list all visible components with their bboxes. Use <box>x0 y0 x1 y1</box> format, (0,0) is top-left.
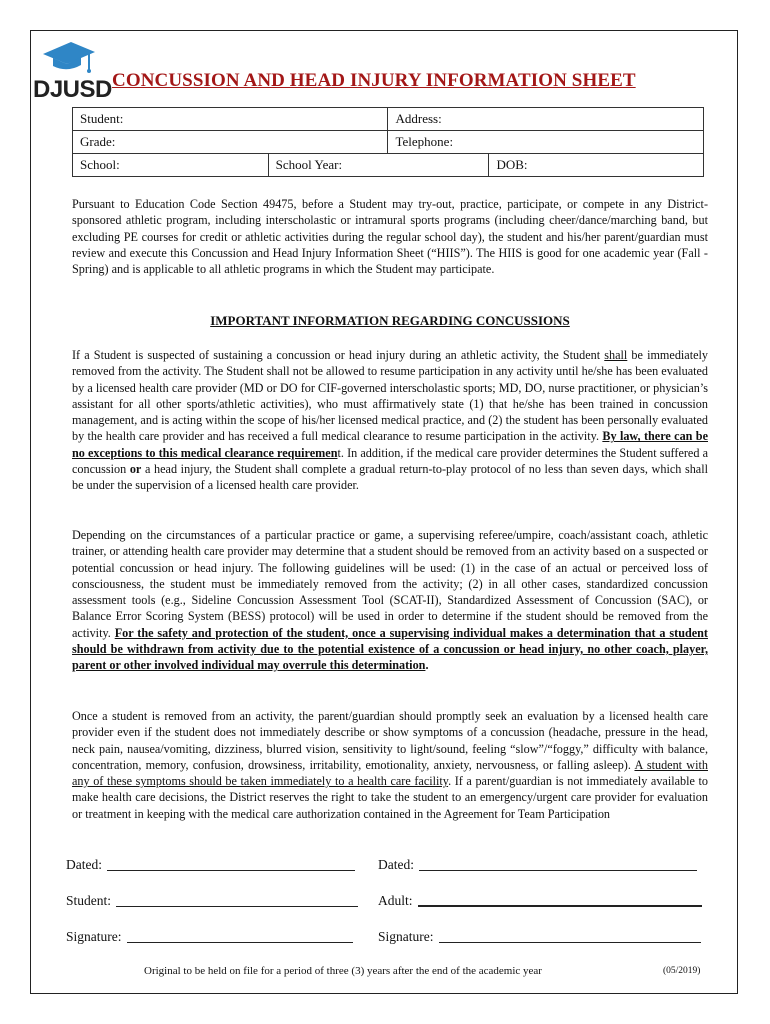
student-info-table <box>72 107 704 177</box>
signature-right-label: Signature: <box>378 929 434 944</box>
signature-left-field[interactable] <box>66 929 353 945</box>
evaluation-paragraph <box>72 708 708 822</box>
signature-right-line[interactable] <box>439 941 701 943</box>
dated-left-label: Dated: <box>66 857 102 872</box>
p3-end: . <box>425 658 429 673</box>
district-logo <box>33 40 112 104</box>
logo-text: DJUSD <box>33 76 112 103</box>
intro-paragraph: Pursuant to Education Code Section 49475, before a Student may try-out, practice, participate, or compete in any District-sponsored athletic program, including interscholastic or intramural sports programs (including cheer/dance/marching band, but excluding PE courses for credit or athletic activities during the regular school day), the student and his/her parent/guardian must review and execute this Concussion and Head Injury Information Sheet (“HIIS”). The HIIS is good for one academic year (Fall - Spring) and is applicable to all athletic programs in which the Student may participate. <box>72 197 708 277</box>
dated-left-field[interactable] <box>66 857 355 873</box>
student-label: Student: <box>66 893 112 908</box>
p2-text-b: be immediately removed from the activity. The Student shall not be allowed to resume participation in any activity until he/she has been evaluated by a licensed health care provider (MD or DO for CIF-governed interscholastic sports; MD, DO, nurse practitioner, or physician’s assistant for all other sports/athletic activities), who must affirmatively state (1) that he/she has been trained in concussion management, and is acting within the scope of his/her licensed medical practice, and (2) the student has been personally evaluated by the health care provider and has received a full medical clearance to resume participation in the activity. <box>72 348 708 444</box>
p2-bold: By law, there can be no exceptions to this medical clearance requiremen <box>72 429 708 460</box>
signature-right-field[interactable] <box>378 929 701 945</box>
guidelines-paragraph <box>72 527 708 674</box>
p2-shall: shall <box>604 348 628 362</box>
p2-text-d: a head injury, the Student shall complete a gradual return-to-play protocol of no less than seven days, which shall be under the supervision of a licensed health care provider. <box>72 462 708 493</box>
dated-right-field[interactable] <box>378 857 697 873</box>
adult-label: Adult: <box>378 893 413 908</box>
p4-underline: A student with any of these symptoms should be taken immediately to a health care facility <box>72 757 708 789</box>
dated-left-line[interactable] <box>107 869 355 871</box>
school-field[interactable]: School: <box>73 154 269 177</box>
p2-text-a: If a Student is suspected of sustaining a concussion or head injury during an athletic activity, the Student <box>72 348 605 362</box>
graduation-cap-icon <box>33 40 107 80</box>
telephone-field[interactable]: Telephone: <box>388 131 704 154</box>
page-title: CONCUSSION AND HEAD INJURY INFORMATION SHEET <box>112 70 636 91</box>
p4-text-b: . If a parent/guardian is not immediately available to make health care decisions, the District reserves the right to take the student to an emergency/urgent care provider for evaluation or treatment in keeping with the medical care authorization contained in the Agreement for Team Participation <box>72 774 708 821</box>
removal-paragraph <box>72 347 708 494</box>
p3-bold: For the safety and protection of the student, once a supervising individual makes a determination that a student should be withdrawn from activity due to the potential existence of a concussion or head injury, no other coach, player, parent or other involved individual may overrule this determination <box>72 625 708 673</box>
section-heading: IMPORTANT INFORMATION REGARDING CONCUSSIONS <box>210 313 570 328</box>
signature-left-label: Signature: <box>66 929 122 944</box>
student-field[interactable]: Student: <box>73 108 388 131</box>
p2-or: or <box>129 462 142 477</box>
dated-right-line[interactable] <box>419 869 697 871</box>
grade-field[interactable]: Grade: <box>73 131 388 154</box>
footer-note: Original to be held on file for a period of three (3) years after the end of the academic year <box>144 965 542 977</box>
dob-field[interactable]: DOB: <box>489 154 704 177</box>
p3-text-a: Depending on the circumstances of a particular practice or game, a supervising referee/umpire, coach/assistant coach, athletic trainer, or attending health care provider may determine that a student should be removed from an activity based on a suspected or potential concussion or head injury. The following guidelines will be used: (1) in the case of an actual or perceived loss of consciousness, the student must be immediately removed from the activity; (2) in all other cases, standardized concussion assessment tools (e.g., Sideline Concussion Assessment Tool (SCAT-II), Standardized Assessment of Concussion (SAC), or Balance Error Scoring System (BESS) protocol) will be used in order to determine if the student should be removed from the activity. <box>72 528 708 640</box>
school-year-field[interactable]: School Year: <box>268 154 489 177</box>
signature-left-line[interactable] <box>127 941 353 943</box>
adult-line[interactable] <box>418 904 702 907</box>
address-field[interactable]: Address: <box>388 108 704 131</box>
revision-date: (05/2019) <box>663 966 701 976</box>
student-line[interactable] <box>116 905 358 907</box>
student-signature-field[interactable] <box>66 893 358 909</box>
adult-field[interactable] <box>378 893 702 909</box>
p2-text-c: t. In addition, if the medical care provider determines the Student suffered a concussion <box>72 445 708 477</box>
dated-right-label: Dated: <box>378 857 414 872</box>
p4-text-a: Once a student is removed from an activity, the parent/guardian should promptly seek an evaluation by a licensed health care provider even if the student does not immediately describe or show symptoms of a concussion (headache, pressure in the head, neck pain, nausea/vomiting, dizziness, blurred vision, sensitivity to light/sound, feeling “slow”/“foggy,” difficulty with balance, concentration, memory, confusion, drowsiness, irritability, emotionality, anxiety, nervousness, or falling asleep). <box>72 709 708 772</box>
